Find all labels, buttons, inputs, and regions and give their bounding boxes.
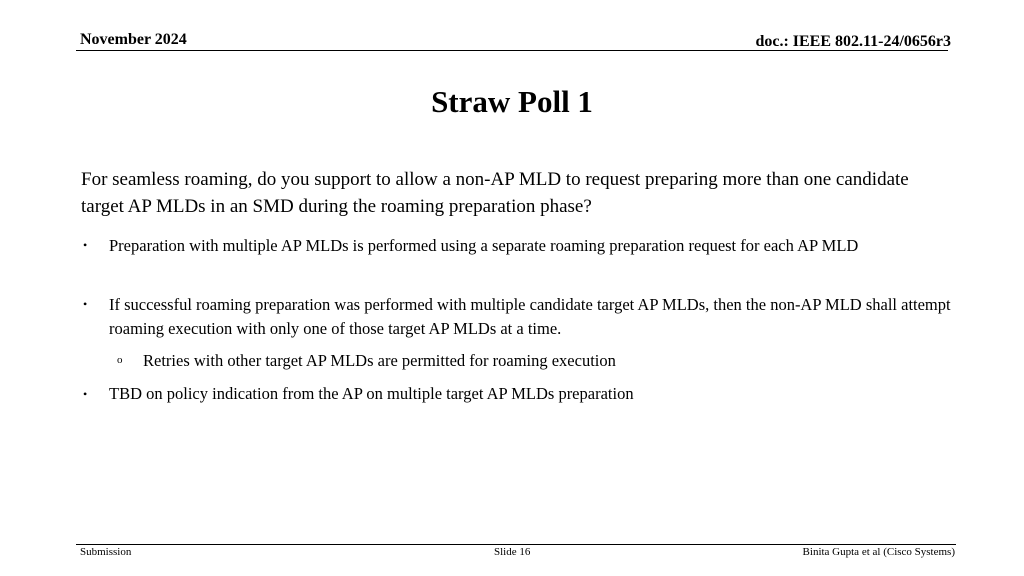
bullet-item-2: If successful roaming preparation was performed with multiple candidate target AP MLDs, then the non-AP MLD shall attempt roaming execution with only one of those target AP MLDs at a time. (109, 295, 951, 338)
sub-bullet-marker: o (117, 354, 123, 366)
footer-slide-number: Slide 16 (494, 546, 531, 558)
footer-author: Binita Gupta et al (Cisco Systems) (802, 546, 955, 558)
footer-divider (76, 544, 956, 545)
header-doc-id: doc.: IEEE 802.11-24/0656r3 (755, 33, 951, 50)
bullet-marker: • (83, 297, 88, 311)
intro-question: For seamless roaming, do you support to allow a non-AP MLD to request preparing more than one candidate target AP MLDs in an SMD during the roaming preparation phase? (81, 169, 909, 217)
bullet-item-3: TBD on policy indication from the AP on multiple target AP MLDs preparation (109, 384, 634, 403)
header-date: November 2024 (80, 31, 187, 48)
sub-bullet-item-1: Retries with other target AP MLDs are permitted for roaming execution (143, 351, 616, 370)
header-divider (76, 50, 948, 51)
bullet-marker: • (83, 238, 88, 252)
slide-title: Straw Poll 1 (431, 84, 593, 119)
bullet-item-1: Preparation with multiple AP MLDs is performed using a separate roaming preparation request for each AP MLD (109, 236, 859, 255)
footer-submission: Submission (80, 546, 132, 558)
bullet-marker: • (83, 387, 88, 401)
